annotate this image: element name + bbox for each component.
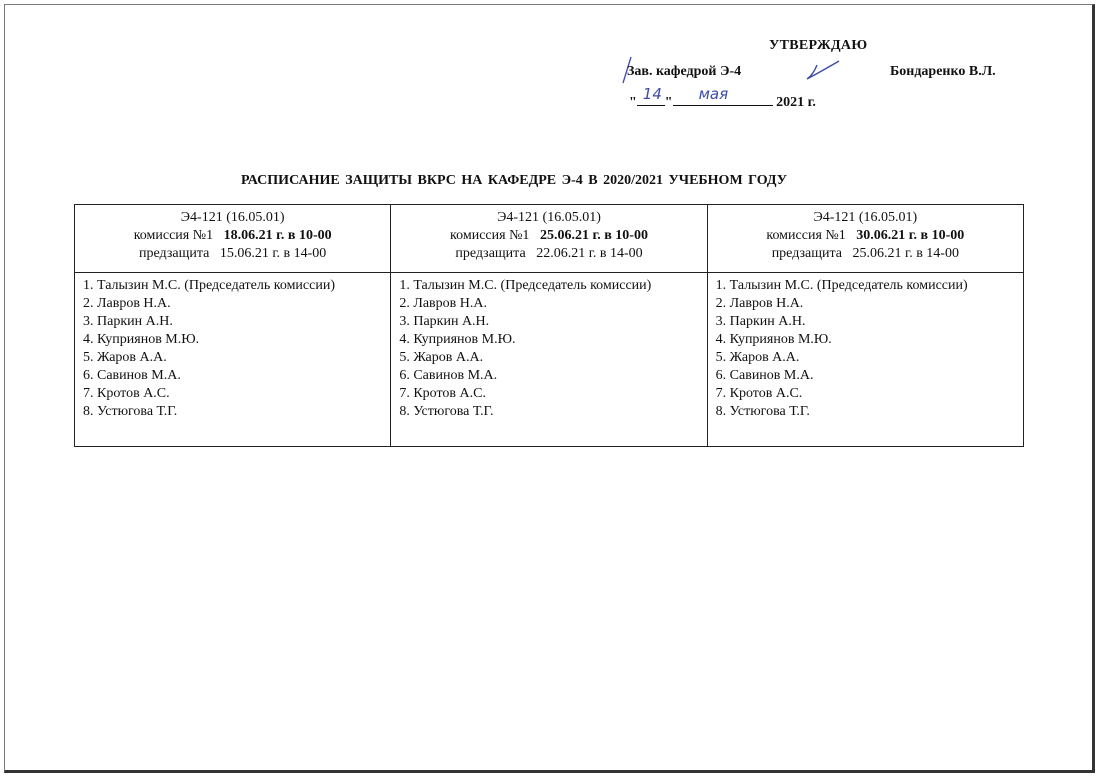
predefense-line (391, 245, 706, 263)
group-code: Э4-121 (16.05.01) (813, 210, 918, 225)
approval-title: УТВЕРЖДАЮ (769, 38, 868, 53)
member-item: 7. Кротов А.С. (399, 386, 486, 401)
member-item: 3. Паркин А.Н. (399, 314, 490, 329)
approval-position: Зав. кафедрой Э-4 (627, 64, 742, 79)
member-item: 5. Жаров А.А. (83, 350, 167, 365)
predefense-line (708, 245, 1023, 263)
commission-line (75, 227, 390, 245)
table-members-row (75, 273, 1024, 447)
defense-schedule-table (74, 204, 1024, 447)
member-item: 4. Куприянов М.Ю. (399, 332, 516, 347)
commission-line (708, 227, 1023, 245)
member-item: 6. Савинов М.А. (715, 368, 814, 383)
member-item: 2. Лавров Н.А. (399, 296, 487, 311)
commission-label: комиссия №1 (133, 228, 214, 243)
member-item: 8. Устюгова Т.Г. (715, 404, 810, 419)
date-open-quote: " (629, 95, 637, 110)
date-mid-quote: " (664, 95, 673, 110)
document-page (4, 4, 1095, 773)
predefense-label: предзащита (455, 246, 526, 261)
member-item: 3. Паркин А.Н. (83, 314, 173, 329)
member-item: 4. Куприянов М.Ю. (83, 332, 200, 347)
group-code: Э4-121 (16.05.01) (180, 210, 285, 225)
predefense-label: предзащита (139, 246, 210, 261)
commission-members-2 (391, 273, 707, 447)
date-month: мая (698, 85, 729, 103)
schedule-header-2 (391, 205, 707, 273)
predefense-datetime: 22.06.21 г. в 14-00 (536, 246, 643, 261)
member-item: 1. Талызин М.С. (Председатель комиссии) (715, 278, 968, 293)
member-item: 1. Талызин М.С. (Председатель комиссии) (399, 278, 652, 293)
member-item: 7. Кротов А.С. (83, 386, 170, 401)
member-item: 1. Талызин М.С. (Председатель комиссии) (83, 278, 335, 293)
commission-members-3 (707, 273, 1023, 447)
member-item: 8. Устюгова Т.Г. (83, 404, 178, 419)
member-item: 2. Лавров Н.А. (715, 296, 804, 311)
schedule-header-1 (75, 205, 391, 273)
table-header-row (75, 205, 1024, 273)
approval-name: Бондаренко В.Л. (890, 64, 996, 79)
member-item: 3. Паркин А.Н. (715, 314, 806, 329)
defense-datetime: 30.06.21 г. в 10-00 (856, 228, 965, 243)
member-item: 6. Савинов М.А. (399, 368, 498, 383)
member-item: 5. Жаров А.А. (715, 350, 800, 365)
date-day-blank (637, 85, 665, 106)
defense-datetime: 25.06.21 г. в 10-00 (539, 228, 648, 243)
predefense-datetime: 15.06.21 г. в 14-00 (219, 246, 327, 261)
schedule-header-3 (707, 205, 1023, 273)
commission-label: комиссия №1 (766, 228, 846, 243)
approval-date (629, 85, 816, 111)
member-item: 2. Лавров Н.А. (83, 296, 171, 311)
group-code: Э4-121 (16.05.01) (497, 210, 601, 225)
member-item: 8. Устюгова Т.Г. (399, 404, 494, 419)
date-year: 2021 г. (776, 95, 816, 110)
predefense-label: предзащита (771, 246, 843, 261)
defense-datetime: 18.06.21 г. в 10-00 (223, 228, 332, 243)
commission-label: комиссия №1 (450, 228, 530, 243)
document-title: РАСПИСАНИЕ ЗАЩИТЫ ВКРС НА КАФЕДРЕ Э-4 В 2020/2021 УЧЕБНОМ ГОДУ (241, 173, 787, 188)
member-item: 6. Савинов М.А. (83, 368, 181, 383)
date-day: 14 (642, 85, 662, 103)
member-item: 7. Кротов А.С. (715, 386, 803, 401)
date-month-blank (673, 85, 773, 106)
predefense-line (75, 245, 390, 263)
commission-members-1 (75, 273, 391, 447)
predefense-datetime: 25.06.21 г. в 14-00 (852, 246, 959, 261)
member-item: 4. Куприянов М.Ю. (715, 332, 832, 347)
member-item: 5. Жаров А.А. (399, 350, 484, 365)
commission-line (391, 227, 706, 245)
